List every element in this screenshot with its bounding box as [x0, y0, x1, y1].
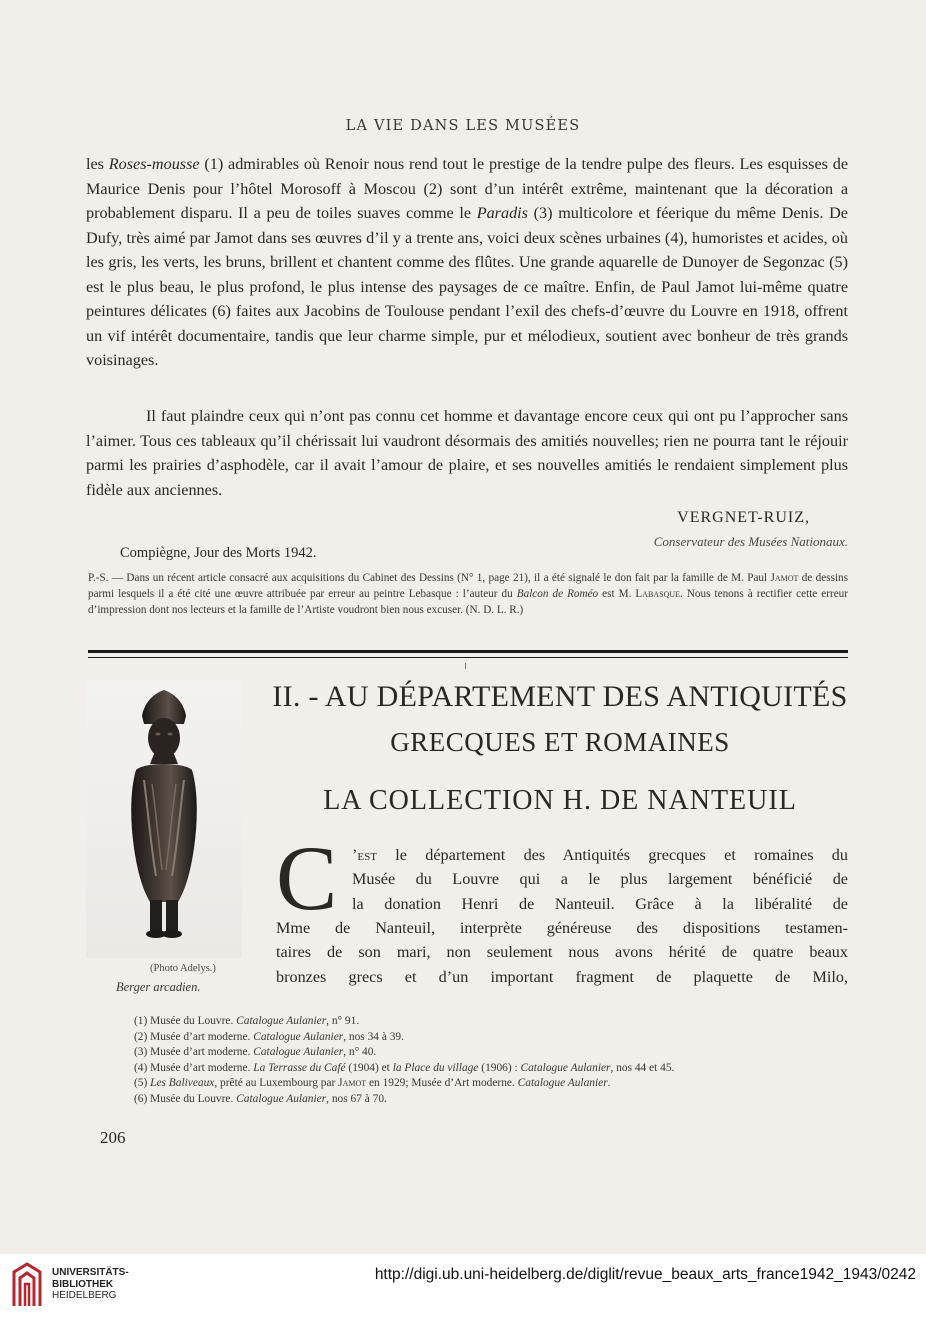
intro-line-1-rest: le département des Antiquités grecques et romaines du — [376, 846, 848, 864]
footnote-1-ref: , n° 91. — [326, 1015, 360, 1027]
intro-line-1 — [352, 843, 848, 867]
footnote-1 — [134, 1014, 834, 1030]
library-name-line-2: BIBLIOTHEK — [52, 1278, 114, 1290]
intro-line-4: Mme de Nanteuil, interprète généreuse des dispositions testamen- — [276, 919, 848, 937]
library-footer — [0, 1254, 926, 1320]
intro-line-5: taires de son mari, non seulement nous avons hérité de quatre beaux — [276, 943, 848, 962]
footnote-4 — [134, 1061, 834, 1077]
body-paragraph-1 — [86, 152, 848, 373]
footnote-4-date-b: (1906) : — [478, 1061, 521, 1074]
photo-caption: Berger arcadien. — [116, 980, 201, 994]
section-heading: II. - AU DÉPARTEMENT DES ANTIQUITÉS — [272, 680, 848, 713]
divider-tick — [465, 663, 466, 669]
footnote-2-num: (2) Musée d’art moderne. — [134, 1030, 254, 1043]
library-name — [52, 1267, 129, 1302]
footnote-5-text-b: en 1929; Musée d’Art moderne. — [366, 1077, 518, 1090]
ps-title-balcon: Balcon de Roméo — [516, 587, 599, 600]
footnote-5-name: Jamot — [338, 1077, 367, 1090]
footnote-5 — [134, 1076, 834, 1092]
footnote-5-text-a: , prêté au Luxembourg par — [214, 1077, 339, 1090]
footnote-6-num: (6) Musée du Louvre. — [134, 1092, 237, 1105]
library-name-line-1: UNIVERSITÄTS- — [52, 1267, 129, 1278]
footnote-4-title-b: la Place du village — [392, 1061, 479, 1074]
signature-name: VERGNET-RUIZ, — [677, 509, 810, 526]
footnote-5-cat: Catalogue Aulanier — [517, 1077, 608, 1090]
intro-paragraph-top — [352, 843, 848, 916]
footnote-1-cat: Catalogue Aulanier — [236, 1015, 327, 1027]
library-logo-icon — [8, 1262, 46, 1310]
photo-credit: (Photo Adelys.) — [150, 963, 216, 974]
intro-line-2: Musée du Louvre qui a le plus largement bénéficié de — [352, 870, 848, 889]
footnote-5-num: (5) — [134, 1077, 151, 1090]
source-url-link[interactable]: http://digi.ub.uni-heidelberg.de/diglit/revue_beaux_arts_france1942_1943/0242 — [374, 1266, 916, 1283]
page-number: 206 — [100, 1128, 126, 1147]
footnote-6 — [134, 1092, 834, 1108]
footnote-3 — [134, 1045, 834, 1061]
section-divider-thin — [88, 657, 848, 658]
footnote-4-date-a: (1904) et — [345, 1061, 393, 1074]
footnotes — [134, 1014, 834, 1108]
footnote-2-cat: Catalogue Aulanier — [253, 1030, 344, 1043]
para2-text: Il faut plaindre ceux qui n’ont pas connu cet homme et davantage encore ceux qui ont pu l’approcher sans l’aimer. Tous ces tableaux qu’il chérissait lui vaudront désormais des amitiés nouvelles; rien ne pourra tant le réjouir parmi les prairies d’asphodèle, car il avait l’amour de plaire, et ses nouvelles amitiés le rendaient simplement plus fidèle aux anciennes. — [86, 407, 848, 499]
para1-text-b: (1) admirables où Renoir nous rend tout le prestige de la tendre pulpe des fleurs. Les esquisses de Maurice Denis pour l’hôtel Morosoff à Moscou (2) sont d’un intérêt extrême, maintenant que la décoration a probablement disparu. Il a peu de toiles suaves comme le — [86, 155, 848, 222]
running-head: LA VIE DANS LES MUSÉES — [345, 118, 581, 134]
footnote-3-cat: Catalogue Aulanier — [253, 1046, 344, 1059]
para1-title-paradis: Paradis — [476, 204, 528, 222]
signature-title: Conservateur des Musées Nationaux. — [653, 534, 848, 549]
ps-name-jamot: Jamot — [770, 572, 799, 584]
footnote-6-ref: , nos 67 à 70. — [326, 1092, 387, 1105]
footnote-1-num: (1) Musée du Louvre. — [134, 1015, 237, 1027]
bronze-figure-image — [86, 680, 242, 958]
footnote-2-ref: , nos 34 à 39. — [343, 1030, 404, 1043]
footnote-3-num: (3) Musée d’art moderne. — [134, 1046, 254, 1059]
para1-text-a: les — [86, 155, 109, 173]
intro-opening-word: ’est — [352, 846, 377, 864]
footnote-4-num: (4) Musée d’art moderne. — [134, 1061, 254, 1074]
footnote-4-title-a: La Terrasse du Café — [253, 1061, 346, 1074]
footnote-5-title: Les Baliveaux — [150, 1077, 215, 1090]
postscript-note — [88, 571, 848, 618]
para1-title-roses-mousse: Roses-mousse — [108, 155, 200, 173]
section-divider-thick — [88, 650, 848, 653]
ps-text-a: P.-S. — Dans un récent article consacré aux acquisitions du Cabinet des Dessins (N° 1, page 21), il a été signalé le don fait par la famille de M. Paul — [88, 572, 771, 584]
footnote-4-cat: Catalogue Aulanier — [520, 1061, 611, 1074]
body-paragraph-2 — [86, 404, 848, 502]
intro-paragraph-bottom — [276, 916, 848, 989]
footnote-2 — [134, 1030, 834, 1046]
section-subheading: GRECQUES ET ROMAINES — [390, 727, 730, 757]
intro-line-3: la donation Henri de Nanteuil. Grâce à la libéralité de — [352, 894, 848, 913]
ps-text-d: . Nous tenons à rectifier cette erreur d’impression dont nos lecteurs et la famille de l’Artiste voudront bien nous excuser. (N. D. L. R.) — [88, 587, 848, 616]
library-name-line-3: HEIDELBERG — [52, 1290, 117, 1301]
footnote-3-ref: , n° 40. — [343, 1046, 377, 1059]
article-title: LA COLLECTION H. DE NANTEUIL — [323, 785, 797, 816]
para1-text-c: (3) multicolore et féerique du même Denis. De Dufy, très aimé par Jamot dans ses œuvres d’il y a trente ans, voici deux scènes urbaines (4), humoristes et acides, où les gris, les verts, les bruns, brillent et chantent comme des flûtes. Une grande aquarelle de Dunoyer de Segonzac (5) est le plus beau, le plus profond, le plus intense des paysages de ce maître. Enfin, de Paul Jamot lui-même quatre peintures délicates (6) faites aux Jacobins de Toulouse pendant l’exil des chefs-d’œuvre du Louvre en 1918, offrent un vif intérêt documentaire, tandis que leur charme simple, pur et mélodieux, soutient avec bonheur de très grands voisinages. — [86, 204, 848, 369]
footnote-6-cat: Catalogue Aulanier — [236, 1092, 327, 1105]
intro-line-6: bronzes grecs et d’un important fragment de plaquette de Milo, — [276, 967, 848, 986]
place-date: Compiègne, Jour des Morts 1942. — [120, 545, 317, 561]
ps-text-c: est M. — [598, 587, 636, 600]
ps-text-b: de dessins parmi lesquels il a été cité une œuvre attribuée par erreur au peintre Lebasque : l’auteur du — [88, 572, 849, 600]
drop-cap: C — [276, 827, 338, 929]
footnote-5-end: . — [607, 1077, 611, 1090]
statuette-photo — [86, 680, 242, 958]
footnote-4-ref: , nos 44 et 45. — [610, 1061, 675, 1074]
ps-name-labasque: Labasque — [635, 587, 681, 600]
